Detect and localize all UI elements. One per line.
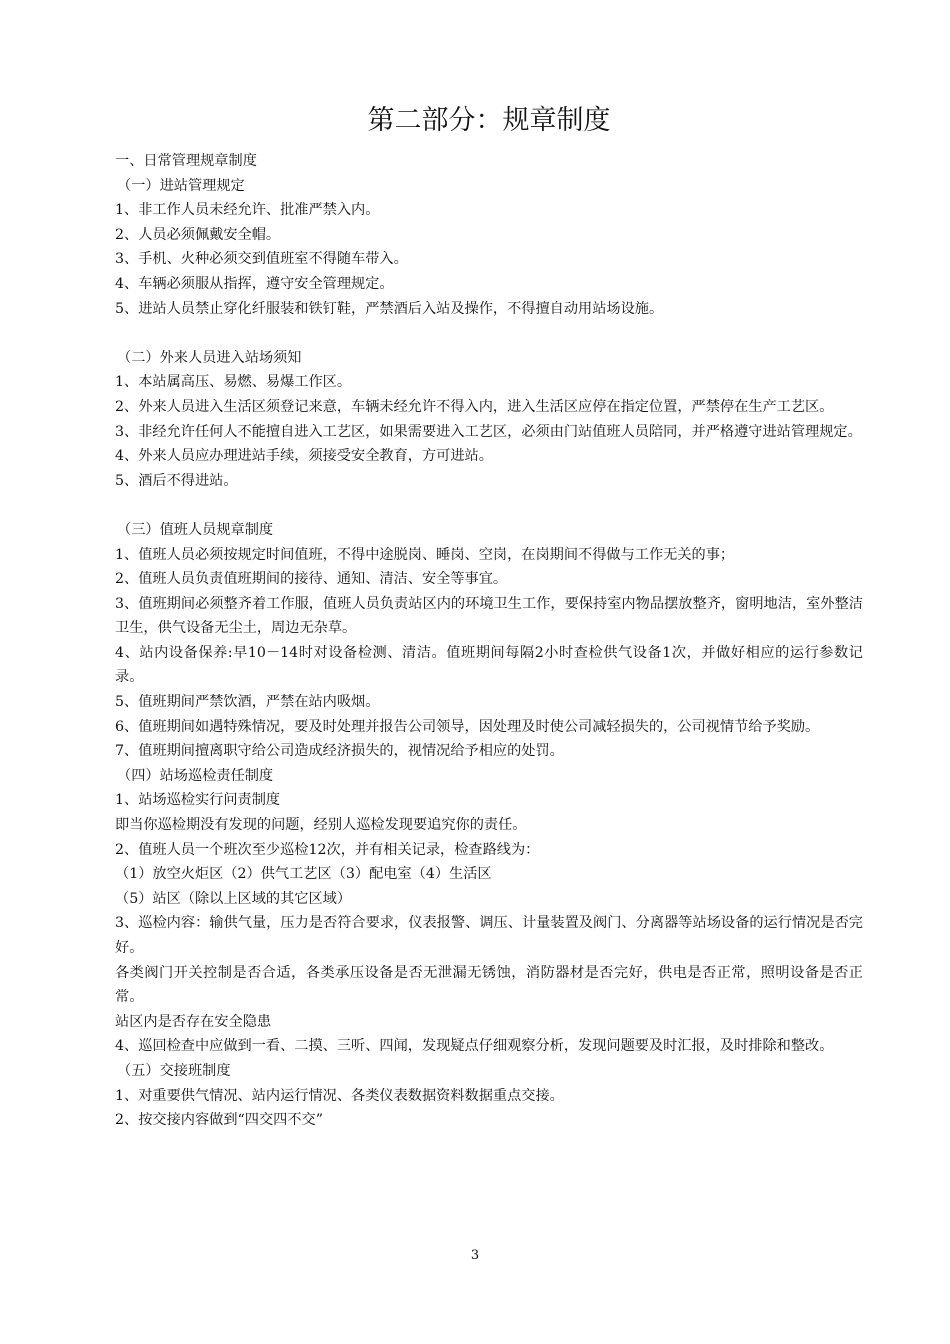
rule-item: 即当你巡检期没有发现的问题，经别人巡检发现要追究你的责任。: [115, 817, 527, 834]
rule-item: （1）放空火炬区（2）供气工艺区（3）配电室（4）生活区: [115, 866, 492, 883]
rule-item: 2、值班人员负责值班期间的接待、通知、清洁、安全等事宜。: [115, 571, 508, 588]
document-page: [115, 100, 863, 1133]
subsection-heading: （五）交接班制度: [117, 1062, 231, 1079]
rule-item: 7、值班期间擅离职守给公司造成经济损失的，视情况给予相应的处罚。: [115, 743, 564, 760]
paragraph-spacer: [115, 321, 863, 346]
rule-item: 2、人员必须佩戴安全帽。: [115, 226, 281, 243]
rule-item: 各类阀门开关控制是否合适，各类承压设备是否无泄漏无锈蚀，消防器材是否完好，供电是否正常，照明设备是否正常。: [115, 964, 863, 1006]
rule-item: 2、按交接内容做到“四交四不交”: [115, 1112, 323, 1129]
page-number: 3: [470, 1248, 480, 1263]
subsection-heading: （一）进站管理规定: [117, 177, 245, 194]
rule-item: 3、非经允许任何人不能擅自进入工艺区，如果需要进入工艺区，必须由门站值班人员陪同，并严格遵守进站管理规定。: [115, 423, 862, 440]
rule-item: 4、站内设备保养:早10－14时对设备检测、清洁。值班期间每隔2小时查检供气设备1次，并做好相应的运行参数记录。: [115, 644, 863, 686]
rule-item: 5、进站人员禁止穿化纤服装和铁钉鞋，严禁酒后入站及操作，不得擅自动用站场设施。: [115, 300, 664, 317]
subsection-heading: （四）站场巡检责任制度: [117, 767, 274, 784]
rule-item: 4、外来人员应办理进站手续，须接受安全教育，方可进站。: [115, 448, 493, 465]
rule-item: 1、对重要供气情况、站内运行情况、各类仪表数据资料数据重点交接。: [115, 1087, 564, 1104]
subsection-heading: （三）值班人员规章制度: [117, 521, 274, 538]
rule-item: 2、值班人员一个班次至少巡检12次，并有相关记录，检查路线为：: [115, 841, 540, 858]
rule-item: 5、酒后不得进站。: [115, 472, 238, 489]
rule-item: 3、手机、火种必须交到值班室不得随车带入。: [115, 251, 408, 268]
rule-item: 1、本站属高压、易燃、易爆工作区。: [115, 374, 352, 391]
rule-item: 3、巡检内容：输供气量，压力是否符合要求，仪表报警、调压、计量装置及阀门、分离器等站场设备的运行情况是否完好。: [115, 915, 863, 956]
rule-item: 3、值班期间必须整齐着工作服，值班人员负责站区内的环境卫生工作，要保持室内物品摆放整齐，窗明地洁，室外整洁卫生，供气设备无尘土，周边无杂草。: [115, 595, 863, 637]
rule-item: 6、值班期间如遇特殊情况，要及时处理并报告公司领导，因处理及时使公司减轻损失的，公司视情节给予奖励。: [115, 718, 820, 735]
paragraph-spacer: [115, 493, 863, 518]
rule-item: （5）站区（除以上区域的其它区域）: [115, 890, 352, 907]
rule-item: 1、值班人员必须按规定时间值班，不得中途脱岗、睡岗、空岗，在岗期间不得做与工作无关的事；: [115, 546, 735, 563]
rule-item: 2、外来人员进入生活区须登记来意，车辆未经允许不得入内，进入生活区应停在指定位置，严禁停在生产工艺区。: [115, 398, 834, 415]
section-heading: 一、日常管理规章制度: [115, 153, 257, 169]
rule-item: 1、非工作人员未经允许、批准严禁入内。: [115, 202, 380, 219]
page-title: 第二部分：规章制度: [367, 105, 611, 136]
rule-item: 4、车辆必须服从指挥，遵守安全管理规定。: [115, 275, 394, 292]
rule-item: 4、巡回检查中应做到一看、二摸、三听、四闻，发现疑点仔细观察分析，发现问题要及时汇报，及时排除和整改。: [115, 1038, 834, 1055]
rule-item: 5、值班期间严禁饮酒，严禁在站内吸烟。: [115, 694, 380, 711]
rule-item: 1、站场巡检实行问责制度: [115, 792, 281, 809]
rule-item: 站区内是否存在安全隐患: [115, 1013, 272, 1030]
subsection-heading: （二）外来人员进入站场须知: [117, 349, 302, 366]
